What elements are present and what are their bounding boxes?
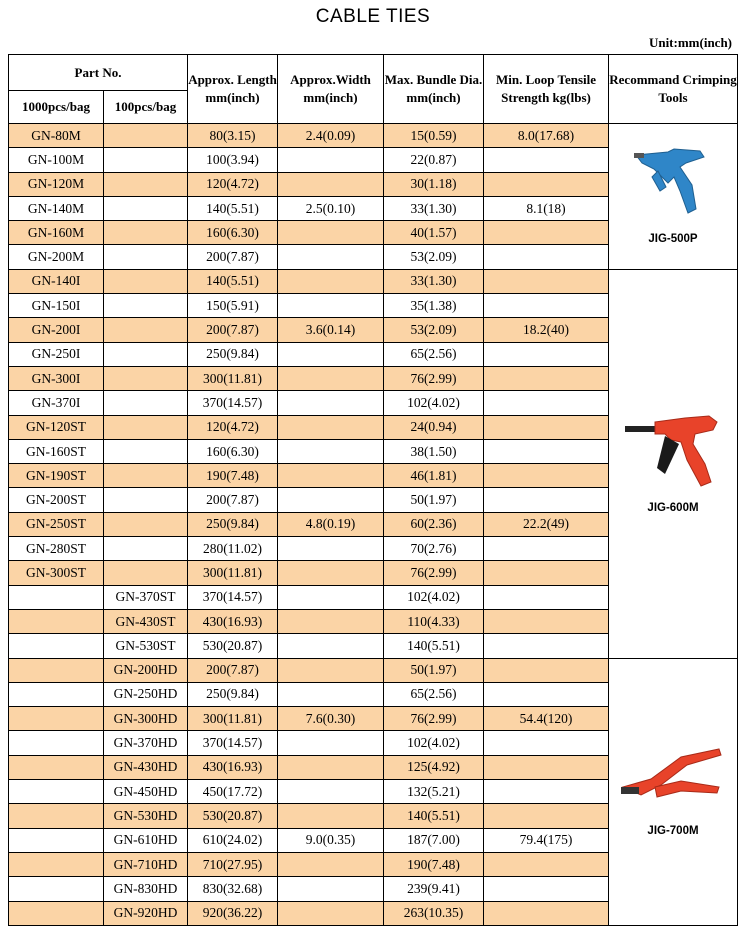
cell-p1000 <box>9 731 104 755</box>
cell-p1000 <box>9 585 104 609</box>
cell-length: 250(9.84) <box>188 682 278 706</box>
cell-p1000: GN-280ST <box>9 537 104 561</box>
cell-length: 80(3.15) <box>188 124 278 148</box>
cell-width <box>278 682 384 706</box>
cell-length: 190(7.48) <box>188 464 278 488</box>
cell-p1000: GN-300ST <box>9 561 104 585</box>
cell-p100: GN-430HD <box>104 755 188 779</box>
cell-width <box>278 294 384 318</box>
cell-width <box>278 780 384 804</box>
tool-name: JIG-700M <box>647 824 699 837</box>
cell-tensile <box>484 901 609 925</box>
cell-tensile <box>484 731 609 755</box>
cell-bundle: 53(2.09) <box>384 318 484 342</box>
cell-p100 <box>104 488 188 512</box>
tool-cell <box>609 124 738 270</box>
cell-length: 530(20.87) <box>188 804 278 828</box>
table-row <box>9 658 738 682</box>
cell-length: 200(7.87) <box>188 658 278 682</box>
header-part-no: Part No. <box>9 55 188 91</box>
cell-length: 610(24.02) <box>188 828 278 852</box>
cell-p1000: GN-200I <box>9 318 104 342</box>
cell-p100 <box>104 439 188 463</box>
cell-bundle: 76(2.99) <box>384 366 484 390</box>
cell-bundle: 76(2.99) <box>384 707 484 731</box>
cell-length: 200(7.87) <box>188 318 278 342</box>
cell-tensile <box>484 269 609 293</box>
cell-width: 9.0(0.35) <box>278 828 384 852</box>
cell-width <box>278 342 384 366</box>
cell-p100 <box>104 366 188 390</box>
cell-length: 120(4.72) <box>188 415 278 439</box>
cell-length: 140(5.51) <box>188 269 278 293</box>
cell-length: 160(6.30) <box>188 439 278 463</box>
cell-tensile <box>484 366 609 390</box>
cell-length: 100(3.94) <box>188 148 278 172</box>
cell-p1000: GN-160M <box>9 221 104 245</box>
cell-width <box>278 439 384 463</box>
cell-bundle: 24(0.94) <box>384 415 484 439</box>
cell-width <box>278 172 384 196</box>
cell-tensile <box>484 415 609 439</box>
cell-width <box>278 658 384 682</box>
cell-p100: GN-830HD <box>104 877 188 901</box>
cell-p1000 <box>9 682 104 706</box>
cell-length: 160(6.30) <box>188 221 278 245</box>
cell-length: 250(9.84) <box>188 342 278 366</box>
cell-bundle: 140(5.51) <box>384 804 484 828</box>
unit-label: Unit:mm(inch) <box>648 35 732 50</box>
cell-bundle: 33(1.30) <box>384 269 484 293</box>
cell-width <box>278 585 384 609</box>
cell-p100: GN-530ST <box>104 634 188 658</box>
cell-p100 <box>104 537 188 561</box>
cell-tensile <box>484 172 609 196</box>
cell-bundle: 187(7.00) <box>384 828 484 852</box>
cell-tensile <box>484 634 609 658</box>
cell-width: 4.8(0.19) <box>278 512 384 536</box>
cell-tensile <box>484 755 609 779</box>
cell-bundle: 15(0.59) <box>384 124 484 148</box>
cell-bundle: 40(1.57) <box>384 221 484 245</box>
tool-name: JIG-500P <box>648 233 698 246</box>
cell-bundle: 239(9.41) <box>384 877 484 901</box>
cell-bundle: 50(1.97) <box>384 488 484 512</box>
cell-p100 <box>104 172 188 196</box>
cell-width <box>278 804 384 828</box>
cell-p100 <box>104 148 188 172</box>
cell-tensile <box>484 804 609 828</box>
cell-length: 300(11.81) <box>188 366 278 390</box>
cell-bundle: 30(1.18) <box>384 172 484 196</box>
cell-p1000 <box>9 609 104 633</box>
cell-length: 710(27.95) <box>188 852 278 876</box>
cell-tensile <box>484 464 609 488</box>
cell-p100: GN-430ST <box>104 609 188 633</box>
cell-width: 7.6(0.30) <box>278 707 384 731</box>
cell-p100 <box>104 512 188 536</box>
cell-length: 370(14.57) <box>188 731 278 755</box>
cell-p100: GN-920HD <box>104 901 188 925</box>
cell-p100 <box>104 318 188 342</box>
cell-tensile: 54.4(120) <box>484 707 609 731</box>
cell-width: 2.5(0.10) <box>278 196 384 220</box>
cell-p1000 <box>9 852 104 876</box>
cell-tensile: 18.2(40) <box>484 318 609 342</box>
cell-length: 200(7.87) <box>188 245 278 269</box>
cell-width <box>278 731 384 755</box>
cell-bundle: 53(2.09) <box>384 245 484 269</box>
cell-p100: GN-530HD <box>104 804 188 828</box>
cell-tensile <box>484 537 609 561</box>
cell-p100 <box>104 245 188 269</box>
cable-ties-table <box>8 54 738 926</box>
cell-tensile <box>484 148 609 172</box>
cell-bundle: 60(2.36) <box>384 512 484 536</box>
cell-length: 430(16.93) <box>188 755 278 779</box>
cell-p100: GN-610HD <box>104 828 188 852</box>
cell-width <box>278 561 384 585</box>
cell-tensile <box>484 294 609 318</box>
cell-tensile: 79.4(175) <box>484 828 609 852</box>
cell-p1000: GN-150I <box>9 294 104 318</box>
cell-p1000: GN-160ST <box>9 439 104 463</box>
cell-p100 <box>104 294 188 318</box>
cell-bundle: 33(1.30) <box>384 196 484 220</box>
cell-length: 120(4.72) <box>188 172 278 196</box>
header-length: Approx. Length mm(inch) <box>188 55 278 124</box>
blue-cable-tie-gun-icon <box>634 147 712 225</box>
cell-p1000: GN-120M <box>9 172 104 196</box>
table-row <box>9 269 738 293</box>
cell-p1000 <box>9 780 104 804</box>
cell-bundle: 102(4.02) <box>384 585 484 609</box>
cell-p1000 <box>9 634 104 658</box>
cell-p1000: GN-190ST <box>9 464 104 488</box>
cell-p1000 <box>9 658 104 682</box>
cell-tensile <box>484 245 609 269</box>
cell-tensile: 8.1(18) <box>484 196 609 220</box>
cell-tensile <box>484 439 609 463</box>
table-body <box>9 124 738 926</box>
cell-p100: GN-450HD <box>104 780 188 804</box>
cell-p1000: GN-300I <box>9 366 104 390</box>
cell-width <box>278 852 384 876</box>
cell-width: 3.6(0.14) <box>278 318 384 342</box>
cell-p100 <box>104 124 188 148</box>
cell-p1000 <box>9 901 104 925</box>
cell-bundle: 46(1.81) <box>384 464 484 488</box>
cell-tensile <box>484 852 609 876</box>
cell-tensile <box>484 658 609 682</box>
cell-width <box>278 634 384 658</box>
cell-tensile <box>484 585 609 609</box>
tool-cell <box>609 269 738 658</box>
cell-width <box>278 755 384 779</box>
cell-tensile <box>484 609 609 633</box>
cell-length: 140(5.51) <box>188 196 278 220</box>
cell-tensile <box>484 391 609 415</box>
cell-p100 <box>104 342 188 366</box>
header-tensile: Min. Loop Tensile Strength kg(lbs) <box>484 55 609 124</box>
cell-tensile: 8.0(17.68) <box>484 124 609 148</box>
cell-bundle: 102(4.02) <box>384 391 484 415</box>
cell-p1000: GN-370I <box>9 391 104 415</box>
cell-p1000: GN-140M <box>9 196 104 220</box>
cell-bundle: 76(2.99) <box>384 561 484 585</box>
cell-width <box>278 488 384 512</box>
cell-tensile <box>484 488 609 512</box>
cell-tensile <box>484 682 609 706</box>
cell-p100 <box>104 391 188 415</box>
cell-p1000: GN-120ST <box>9 415 104 439</box>
cell-width: 2.4(0.09) <box>278 124 384 148</box>
cell-width <box>278 391 384 415</box>
cell-length: 450(17.72) <box>188 780 278 804</box>
cell-p100 <box>104 464 188 488</box>
cell-p1000 <box>9 755 104 779</box>
cell-p1000: GN-200ST <box>9 488 104 512</box>
cell-length: 920(36.22) <box>188 901 278 925</box>
cell-p1000 <box>9 707 104 731</box>
cell-p1000 <box>9 828 104 852</box>
cell-tensile <box>484 342 609 366</box>
cell-bundle: 35(1.38) <box>384 294 484 318</box>
cell-length: 830(32.68) <box>188 877 278 901</box>
cell-width <box>278 366 384 390</box>
cell-width <box>278 537 384 561</box>
cell-length: 200(7.87) <box>188 488 278 512</box>
cell-p100: GN-370ST <box>104 585 188 609</box>
cell-width <box>278 415 384 439</box>
table-row <box>9 124 738 148</box>
cell-length: 430(16.93) <box>188 609 278 633</box>
cell-bundle: 140(5.51) <box>384 634 484 658</box>
header-100pcs: 100pcs/bag <box>104 91 188 124</box>
header-1000pcs: 1000pcs/bag <box>9 91 104 124</box>
cell-bundle: 38(1.50) <box>384 439 484 463</box>
cell-tensile <box>484 561 609 585</box>
cell-tensile <box>484 780 609 804</box>
cell-length: 300(11.81) <box>188 561 278 585</box>
cell-width <box>278 877 384 901</box>
cell-p1000: GN-250ST <box>9 512 104 536</box>
cell-bundle: 65(2.56) <box>384 342 484 366</box>
cell-bundle: 190(7.48) <box>384 852 484 876</box>
header-tools: Recommand Crimping Tools <box>609 55 738 124</box>
red-cable-tie-tool-icon <box>621 747 725 817</box>
cell-bundle: 102(4.02) <box>384 731 484 755</box>
cell-width <box>278 245 384 269</box>
cell-bundle: 50(1.97) <box>384 658 484 682</box>
cell-tensile: 22.2(49) <box>484 512 609 536</box>
cell-bundle: 70(2.76) <box>384 537 484 561</box>
header-bundle: Max. Bundle Dia. mm(inch) <box>384 55 484 124</box>
cell-bundle: 125(4.92) <box>384 755 484 779</box>
cell-p1000: GN-200M <box>9 245 104 269</box>
cell-length: 370(14.57) <box>188 585 278 609</box>
cell-p1000 <box>9 804 104 828</box>
cell-length: 530(20.87) <box>188 634 278 658</box>
cell-length: 280(11.02) <box>188 537 278 561</box>
cell-bundle: 132(5.21) <box>384 780 484 804</box>
cell-width <box>278 148 384 172</box>
cell-length: 250(9.84) <box>188 512 278 536</box>
cell-p100: GN-370HD <box>104 731 188 755</box>
cell-width <box>278 221 384 245</box>
cell-p1000: GN-80M <box>9 124 104 148</box>
cell-length: 150(5.91) <box>188 294 278 318</box>
cell-bundle: 22(0.87) <box>384 148 484 172</box>
cell-p100 <box>104 415 188 439</box>
cell-width <box>278 901 384 925</box>
cell-tensile <box>484 221 609 245</box>
cell-tensile <box>484 877 609 901</box>
cell-width <box>278 609 384 633</box>
cell-p100 <box>104 196 188 220</box>
cell-length: 300(11.81) <box>188 707 278 731</box>
cell-p100 <box>104 561 188 585</box>
cell-p100 <box>104 269 188 293</box>
cell-width <box>278 464 384 488</box>
cell-bundle: 263(10.35) <box>384 901 484 925</box>
page-title: CABLE TIES <box>315 6 431 27</box>
cell-width <box>278 269 384 293</box>
cell-p1000 <box>9 877 104 901</box>
tool-name: JIG-600M <box>647 501 699 514</box>
cell-p1000: GN-250I <box>9 342 104 366</box>
cell-p100: GN-250HD <box>104 682 188 706</box>
cell-bundle: 65(2.56) <box>384 682 484 706</box>
cell-bundle: 110(4.33) <box>384 609 484 633</box>
header-width: Approx.Width mm(inch) <box>278 55 384 124</box>
cell-p1000: GN-100M <box>9 148 104 172</box>
cell-p100: GN-710HD <box>104 852 188 876</box>
red-black-cable-tie-gun-icon <box>625 414 721 494</box>
tool-cell <box>609 658 738 925</box>
cell-p100: GN-200HD <box>104 658 188 682</box>
cell-length: 370(14.57) <box>188 391 278 415</box>
cell-p1000: GN-140I <box>9 269 104 293</box>
cell-p100: GN-300HD <box>104 707 188 731</box>
cell-p100 <box>104 221 188 245</box>
